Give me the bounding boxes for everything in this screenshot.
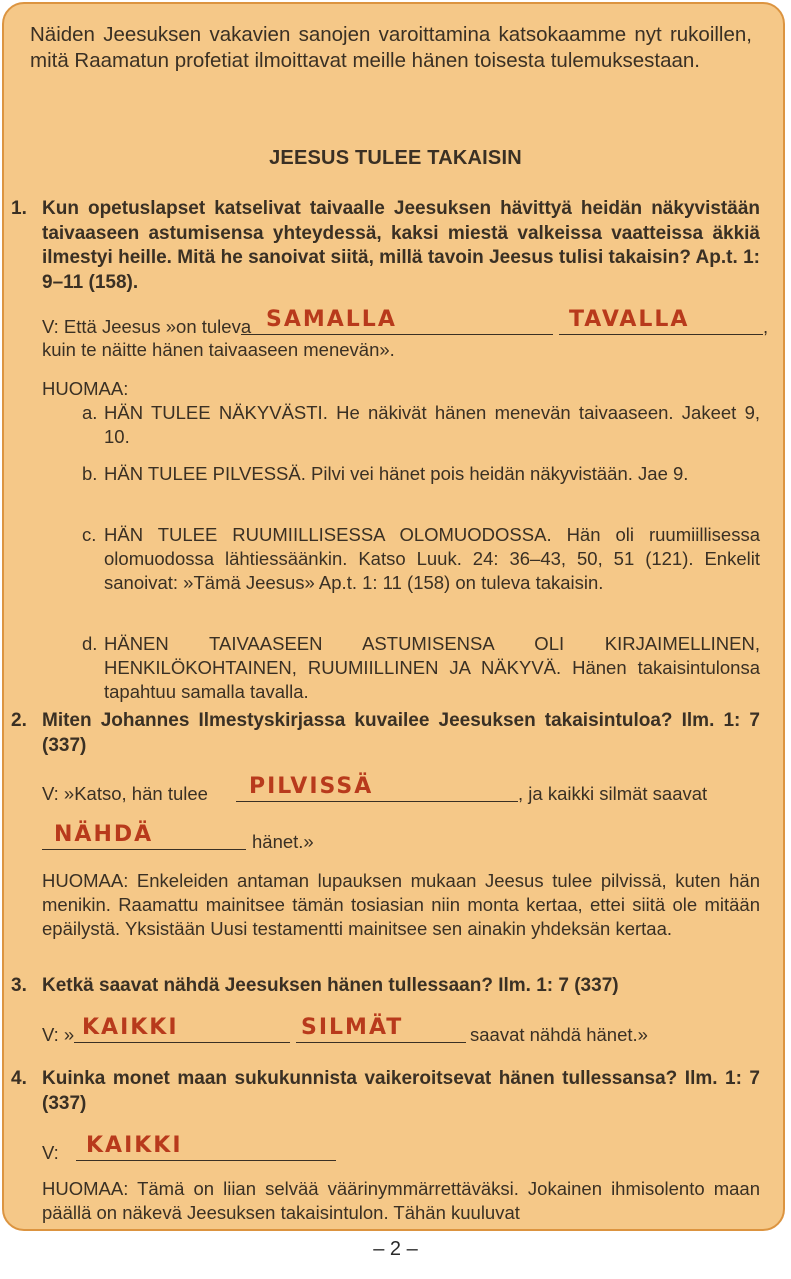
question-1-text: Kun opetuslapset katselivat taivaalle Jeesuksen hävittyä heidän näkyvistään taivaaseen astumisensa yhteydessä, kaksi miestä valkeissa vaatteissa äkkiä ilmestyi heille. Mitä he sanoivat siitä, millä tavoin Jeesus tulisi takaisin? Ap.t. 1: 9–11 (158). [42, 198, 760, 293]
note-1-label: HUOMAA: [42, 378, 129, 399]
intro-paragraph: Näiden Jeesuksen vakavien sanojen varoittamina katsokaamme nyt rukoillen, mitä Raamatun profetiat ilmoittavat meille hänen toisesta tulemuksestaan. [30, 23, 752, 72]
answer-3-prefix: V: » [42, 1024, 75, 1045]
question-4-text: Kuinka monet maan sukukunnista vaikeroitsevat hänen tullessansa? Ilm. 1: 7 (337) [42, 1068, 760, 1114]
answer-2-fill-1: PILVISSÄ [249, 774, 374, 799]
answer-1-prefix: V: Että Jeesus »on tuleva [42, 316, 252, 337]
question-4-number: 4. [11, 1068, 27, 1089]
answer-4-prefix: V: [42, 1142, 59, 1163]
answer-4-blank-1[interactable] [76, 1160, 336, 1161]
answer-3-fill-1: KAIKKI [82, 1015, 179, 1040]
answer-3-blank-1[interactable] [74, 1042, 290, 1043]
note-1d-text: HÄNEN TAIVAASEEN ASTUMISENSA OLI KIRJAIMELLINEN, HENKILÖKOHTAINEN, RUUMIILLINEN JA NÄKYVÄ. Hänen takaisintulonsa tapahtuu samalla tavalla. [104, 633, 760, 702]
note-1a-text: HÄN TULEE NÄKYVÄSTI. He näkivät hänen menevän taivaaseen. Jakeet 9, 10. [104, 402, 760, 447]
answer-2-suffix: hänet.» [252, 831, 314, 852]
answer-3-blank-2[interactable] [296, 1042, 466, 1043]
answer-2-prefix: V: »Katso, hän tulee [42, 783, 208, 804]
note-1b-text: HÄN TULEE PILVESSÄ. Pilvi vei hänet pois heidän näkyvistään. Jae 9. [104, 463, 689, 484]
answer-2-blank-2[interactable] [42, 849, 246, 850]
note-1c-text: HÄN TULEE RUUMIILLISESSA OLOMUODOSSA. Hän oli ruumiillisessa olomuodossa lähtiessäänkin. Katso Luuk. 24: 36–43, 50, 51 (121). Enkelit sanoivat: »Tämä Jeesus» Ap.t. 1: 11 (158) on tuleva takaisin. [104, 524, 760, 593]
answer-3-fill-2: SILMÄT [301, 1015, 404, 1040]
question-3-number: 3. [11, 975, 27, 996]
answer-2-mid: , ja kaikki silmät saavat [518, 783, 708, 804]
note-1d-letter: d. [82, 633, 98, 654]
answer-4-fill-1: KAIKKI [86, 1133, 183, 1158]
answer-1-comma: , [763, 316, 769, 337]
question-2-number: 2. [11, 710, 27, 731]
question-3-text: Ketkä saavat nähdä Jeesuksen hänen tullessaan? Ilm. 1: 7 (337) [42, 975, 619, 996]
answer-1-fill-2: TAVALLA [569, 307, 690, 332]
question-1-number: 1. [11, 198, 27, 219]
answer-3-suffix: saavat nähdä hänet.» [470, 1024, 648, 1045]
note-2-text: HUOMAA: Enkeleiden antaman lupauksen mukaan Jeesus tulee pilvissä, kuten hän menikin. Raamattu mainitsee tämän tosiasian niin monta kertaa, ettei siitä ole mitään epäilystä. Yksistään Uusi testamentti mainitsee sen ainakin yhdeksän kertaa. [42, 870, 760, 939]
answer-2-fill-2: NÄHDÄ [54, 822, 154, 847]
note-1b-letter: b. [82, 463, 98, 484]
answer-1-blank-2[interactable] [559, 334, 763, 335]
answer-1-suffix: kuin te näitte hänen taivaaseen menevän». [42, 339, 395, 360]
note-4-text: HUOMAA: Tämä on liian selvää väärinymmärrettäväksi. Jokainen ihmisolento maan päällä on näkevä Jeesuksen takaisintulon. Tähän kuuluvat [42, 1178, 760, 1223]
answer-2-blank-1[interactable] [236, 801, 518, 802]
lesson-panel [2, 2, 785, 1231]
question-2-text: Miten Johannes Ilmestyskirjassa kuvailee Jeesuksen takaisintuloa? Ilm. 1: 7 (337) [42, 710, 760, 756]
note-1c-letter: c. [82, 524, 97, 545]
note-1a-letter: a. [82, 402, 98, 423]
answer-1-fill-1: SAMALLA [266, 307, 397, 332]
page-number: – 2 – [373, 1238, 418, 1260]
answer-1-blank-1[interactable] [241, 334, 553, 335]
section-heading: JEESUS TULEE TAKAISIN [269, 147, 522, 169]
